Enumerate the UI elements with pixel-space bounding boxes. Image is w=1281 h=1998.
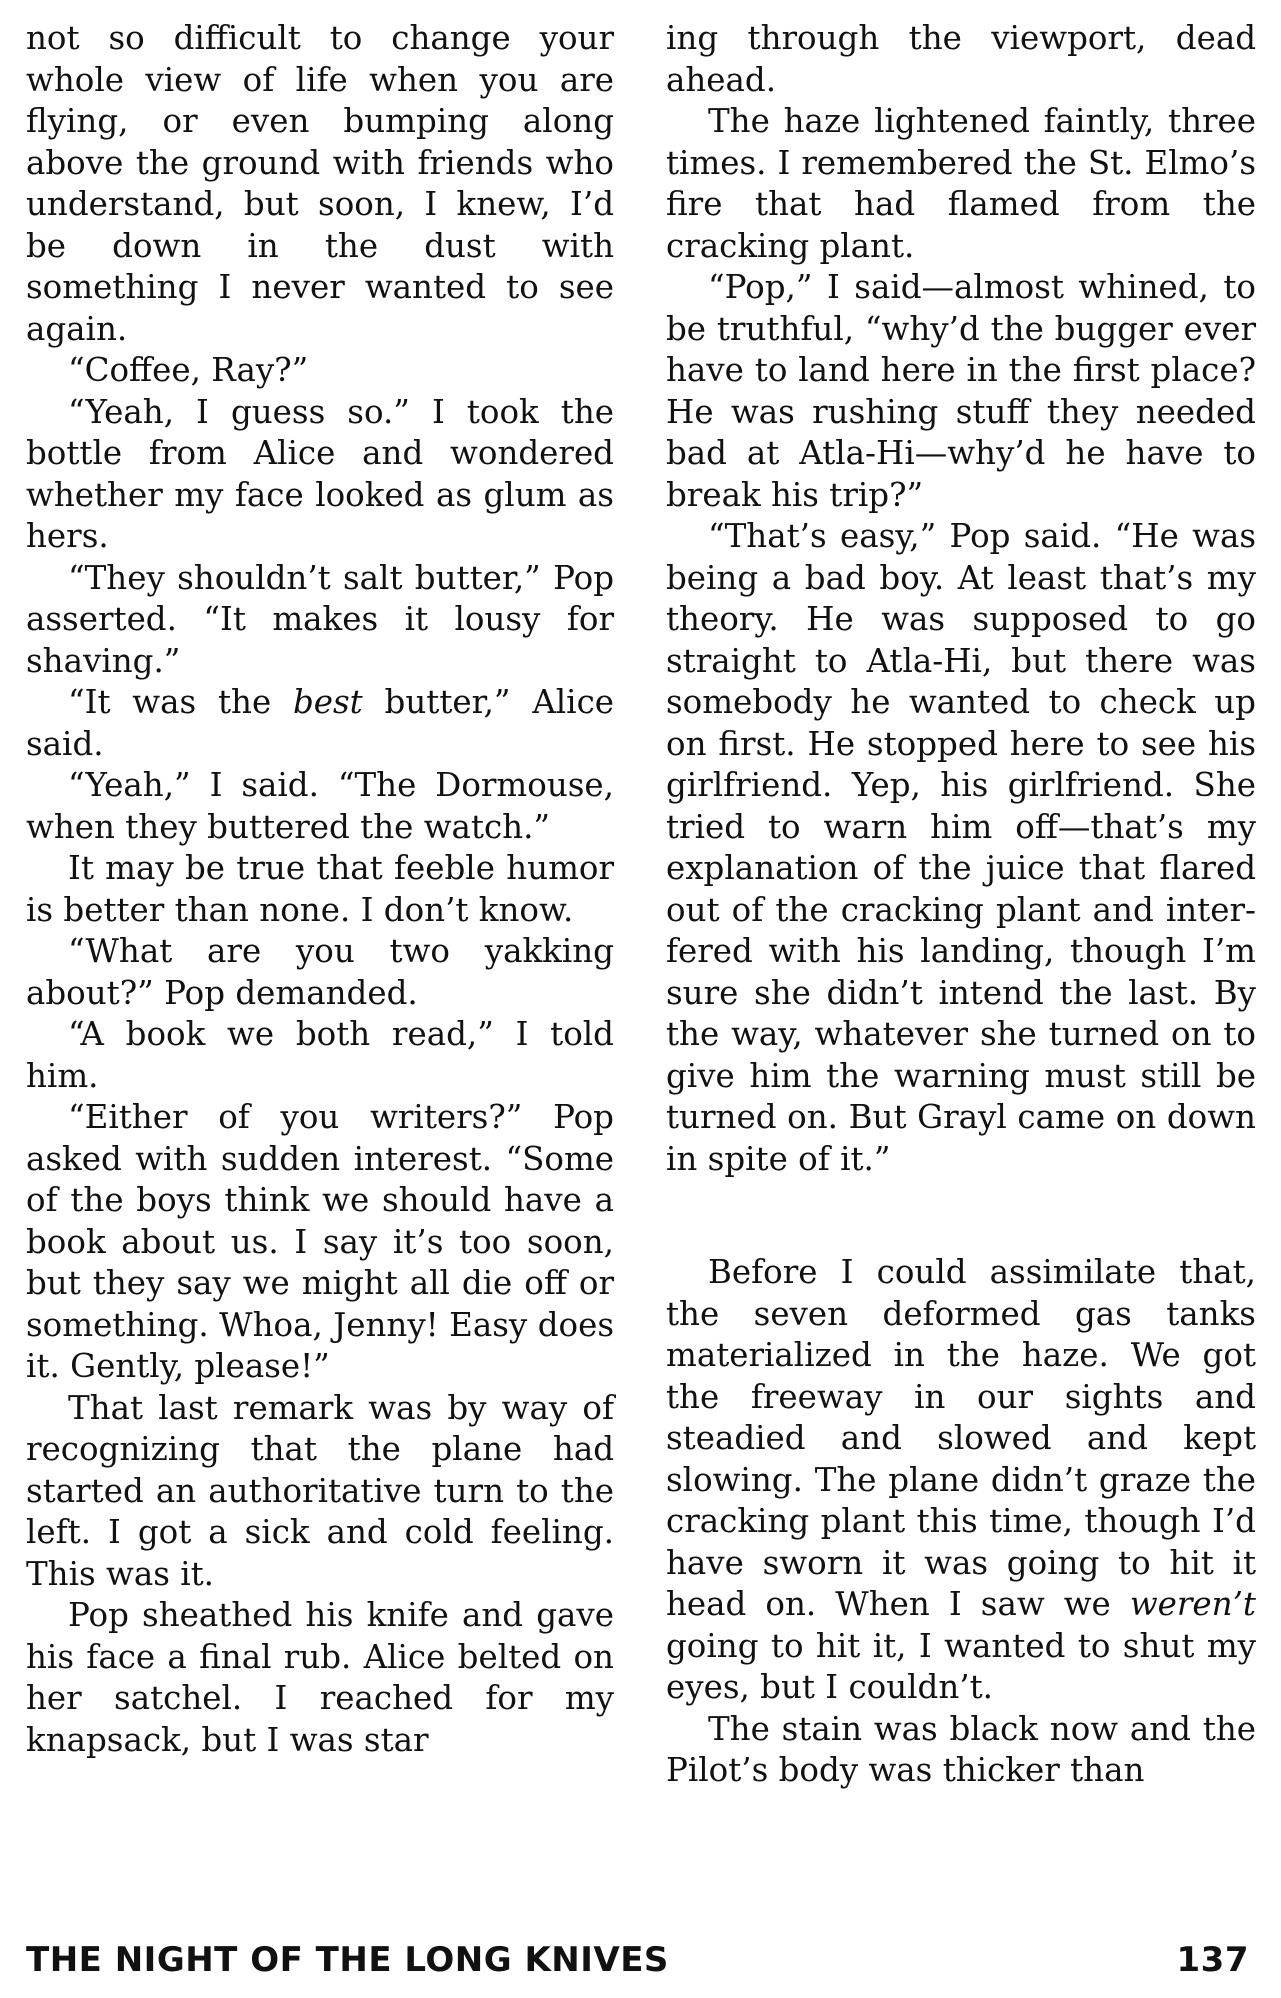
paragraph: “Yeah,” I said. “The Dormouse, when they buttered the watch.” xyxy=(26,766,614,846)
paragraph: “Pop,” I said—almost whined, to be truthful, “why’d the bugger ever have to land here in the first place? He was rushing stuff they needed bad at Atla-Hi—why’d he have to break his trip?” xyxy=(666,268,1256,514)
paragraph: “They shouldn’t salt butter,” Pop asserted. “It makes it lousy for shaving.” xyxy=(26,558,614,680)
paragraph: The haze lightened faintly, three times. I remembered the St. Elmo’s fire that had flamed from the cracking plant. xyxy=(666,102,1256,265)
paragraph: not so difficult to change your whole view of life when you are flying, or even bumping along above the ground with friends who understand, but soon, I knew, I’d be down in the dust with something I never wanted to see again. xyxy=(26,19,614,348)
paragraph: “Coffee, Ray?” xyxy=(68,351,309,389)
paragraph: “It was the best butter,” Alice said. xyxy=(26,683,615,763)
paragraph: “What are you two yakking about?” Pop demanded. xyxy=(26,932,614,1012)
paragraph: ing through the viewport, dead ahead. xyxy=(666,19,1256,99)
paragraph: “Either of you writers?” Pop asked with sudden interest. “Some of the boys think we should have a book about us. I say it’s too soon, but they say we might all die off or something. Whoa, Jenny! Easy does it. Gently, please!” xyxy=(26,1098,614,1385)
page-number: 137 xyxy=(1176,1940,1249,1980)
paragraph: “A book we both read,” I told him. xyxy=(26,1015,614,1095)
paragraph: “Yeah, I guess so.” I took the bottle from Alice and wondered whether my face looked as glum as hers. xyxy=(26,392,614,555)
left-text-column xyxy=(26,18,614,1761)
paragraph: It may be true that feeble humor is better than none. I don’t know. xyxy=(26,849,614,929)
running-title: THE NIGHT OF THE LONG KNIVES xyxy=(26,1940,669,1980)
paragraph: That last remark was by way of recognizing that the plane had started an authoritative turn to the left. I got a sick and cold feeling. This was it. xyxy=(26,1388,614,1593)
paragraph: Before I could assimilate that, the seven deformed gas tanks materialized in the haze. We got the freeway in our sights and steadied and slowed and kept slowing. The plane didn’t graze the cracking plant this time, though I’d have sworn it was going to hit it head on. When I saw we weren’t going to hit it, I wanted to shut my eyes, but I couldn’t. xyxy=(666,1253,1256,1706)
paragraph: The stain was black now and the Pilot’s body was thicker than xyxy=(666,1709,1256,1789)
paragraph: “That’s easy,” Pop said. “He was being a bad boy. At least that’s my theory. He was supposed to go straight to Atla-Hi, but there was somebody he wanted to check up on first. He stopped here to see his girlfriend. Yep, his girlfriend. She tried to warn him off—that’s my explanation of the juice that flared out of the cracking plant and interfered with his landing, though I’m sure she didn’t intend the last. By the way, whatever she turned on to give him the warning must still be turned on. But Grayl came on down in spite of it.” xyxy=(666,517,1256,1178)
paragraph: Pop sheathed his knife and gave his face a final rub. Alice belted on her satchel. I reached for my knapsack, but I was star xyxy=(26,1596,614,1759)
page-footer xyxy=(26,1940,1255,1984)
right-text-column xyxy=(666,18,1256,1792)
